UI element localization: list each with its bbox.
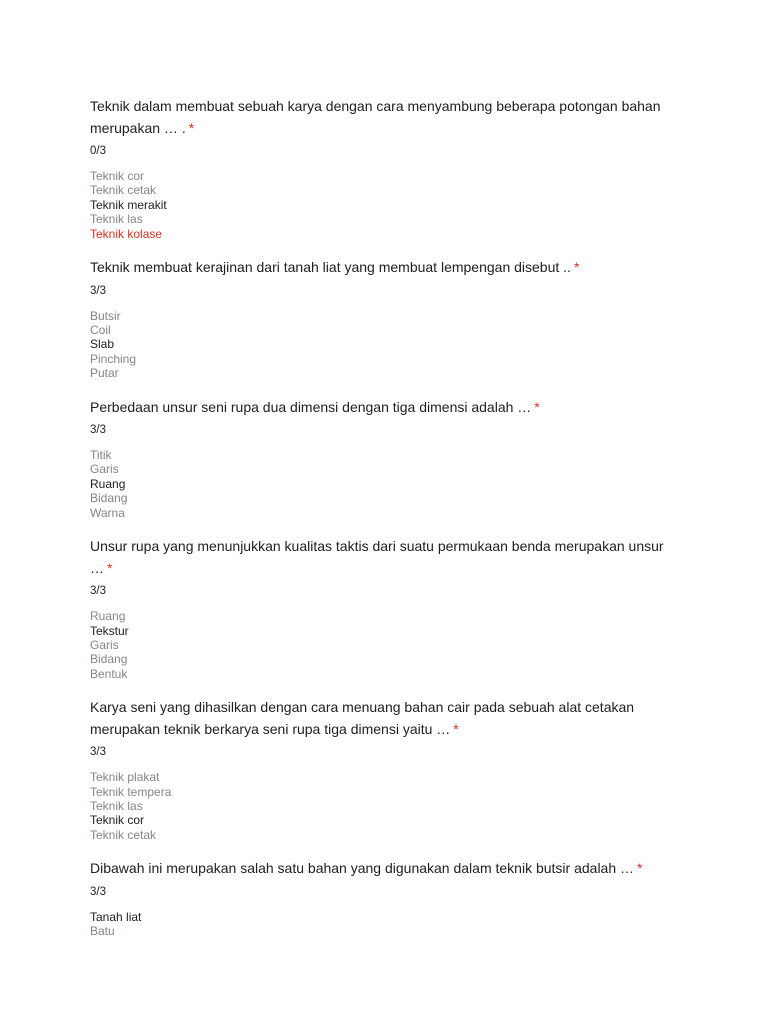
- option-list: [90, 609, 680, 681]
- question-5: [90, 697, 680, 842]
- option-selected: Ruang: [90, 476, 126, 491]
- option: Bidang: [90, 652, 128, 667]
- question-score: 3/3: [90, 746, 106, 759]
- required-asterisk: *: [534, 398, 540, 415]
- option: Teknik cetak: [90, 827, 157, 842]
- required-asterisk: *: [453, 720, 459, 737]
- option: Teknik cor: [90, 169, 145, 183]
- question-2: [90, 257, 680, 381]
- option-list: [90, 448, 680, 520]
- question-6: [90, 858, 680, 938]
- option: Butsir: [90, 308, 121, 323]
- question-text: Dibawah ini merupakan salah satu bahan yang digunakan dalam teknik butsir adalah … *: [90, 860, 643, 877]
- option: Garis: [90, 462, 119, 477]
- option-list: [90, 910, 680, 939]
- required-asterisk: *: [188, 119, 195, 136]
- question-text: Karya seni yang dihasilkan dengan cara menuang bahan cair pada sebuah alat cetakan merupakan teknik berkarya seni rupa tiga dimensi yaitu … *: [90, 699, 635, 737]
- question-score: 3/3: [90, 585, 106, 598]
- question-4: [90, 536, 680, 681]
- option: Garis: [90, 637, 119, 652]
- option-list: [90, 169, 680, 241]
- option: Teknik las: [90, 212, 143, 227]
- option: Teknik tempera: [90, 784, 172, 799]
- option: Warna: [90, 505, 125, 520]
- option: Teknik cetak: [90, 183, 157, 198]
- option-selected: Tanah liat: [90, 909, 142, 924]
- question-text: Teknik membuat kerajinan dari tanah liat yang membuat lempengan disebut .. *: [90, 259, 580, 276]
- question-score: 3/3: [90, 424, 106, 437]
- question-text: Unsur rupa yang menunjukkan kualitas taktis dari suatu permukaan benda merupakan unsur … *: [90, 538, 664, 576]
- option-incorrect: Teknik kolase: [90, 226, 163, 241]
- option: Ruang: [90, 609, 126, 624]
- option-selected: Tekstur: [90, 623, 129, 638]
- option: Titik: [90, 448, 112, 463]
- option: Bidang: [90, 491, 128, 506]
- question-text: Perbedaan unsur seni rupa dua dimensi dengan tiga dimensi adalah … *: [90, 398, 540, 415]
- quiz-results: [90, 96, 680, 954]
- option: Batu: [90, 924, 115, 939]
- option: Teknik plakat: [90, 770, 160, 785]
- question-score: 3/3: [90, 284, 106, 297]
- option-list: [90, 770, 680, 842]
- option-selected: Slab: [90, 337, 115, 352]
- option-selected: Teknik cor: [90, 813, 145, 828]
- option: Putar: [90, 366, 119, 381]
- option-selected: Teknik merakit: [90, 197, 167, 212]
- option: Pinching: [90, 351, 137, 366]
- option: Bentuk: [90, 666, 128, 681]
- question-score: 0/3: [90, 145, 106, 157]
- option-list: [90, 309, 680, 381]
- question-score: 3/3: [90, 885, 106, 898]
- question-text: Teknik dalam membuat sebuah karya dengan cara menyambung beberapa potongan bahan merupakan … . *: [90, 98, 661, 136]
- option: Teknik las: [90, 798, 143, 813]
- required-asterisk: *: [637, 860, 643, 877]
- question-3: [90, 397, 680, 521]
- option: Coil: [90, 322, 111, 337]
- required-asterisk: *: [573, 259, 580, 276]
- question-1: [90, 96, 680, 241]
- required-asterisk: *: [107, 559, 113, 576]
